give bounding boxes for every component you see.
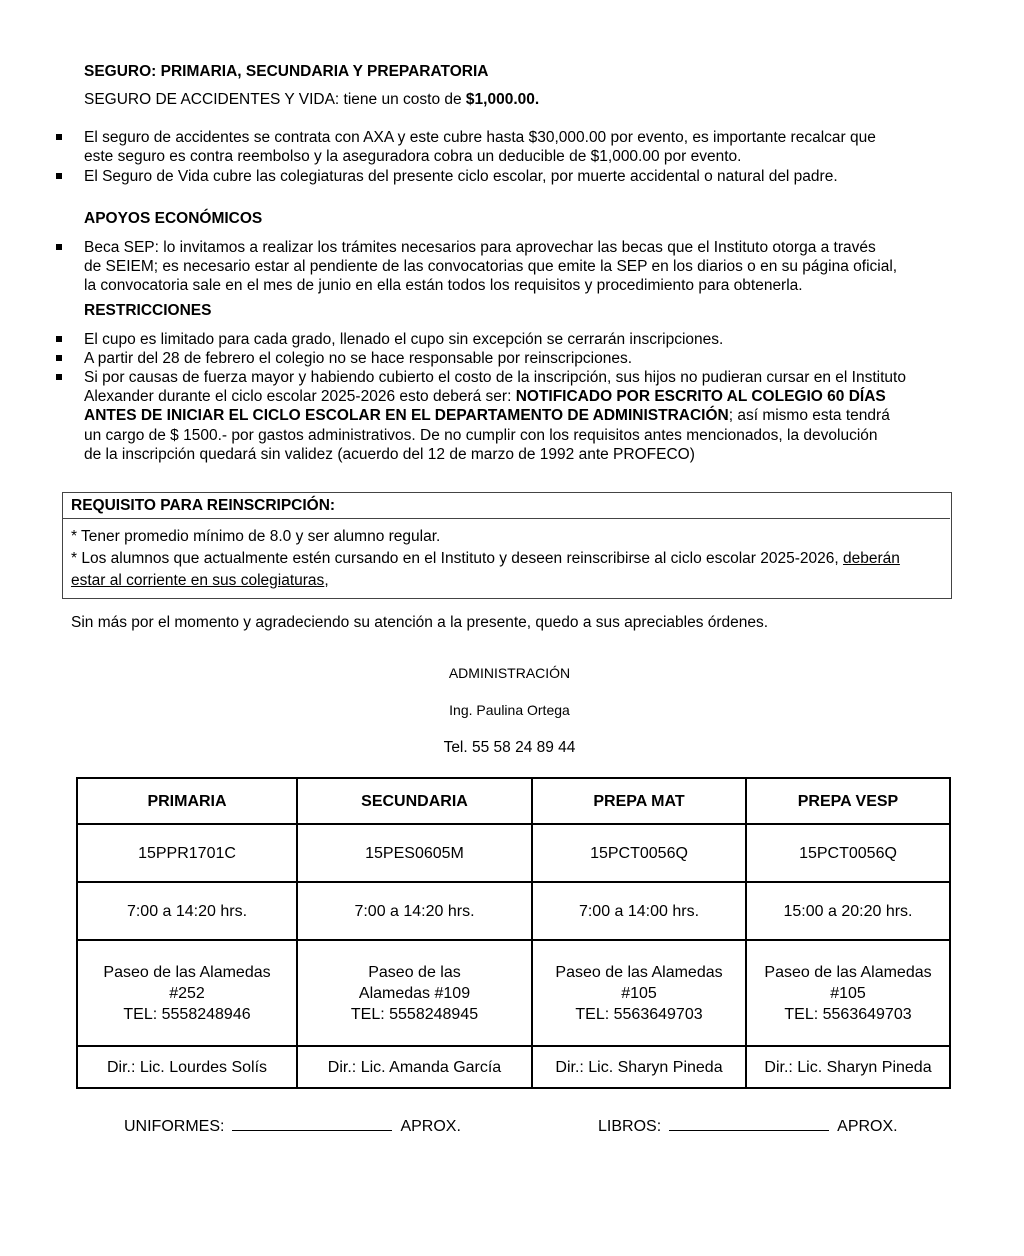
address-line: Paseo de las Alamedas xyxy=(103,963,271,981)
table-cell-director: Dir.: Lic. Lourdes Solís xyxy=(77,1046,297,1088)
table-row xyxy=(77,882,950,940)
bullet-icon xyxy=(56,374,62,380)
books-approx: APROX. xyxy=(837,1118,898,1135)
table-cell-address xyxy=(746,940,950,1046)
uniforms-blank[interactable] xyxy=(232,1116,392,1131)
table-header-cell: SECUNDARIA xyxy=(297,778,532,824)
restrictions-b3-line4: un cargo de $ 1500.- por gastos administrativos. De no cumplir con los requisitos antes mencionados, la devolución xyxy=(84,427,878,444)
address-line: Alamedas #109 xyxy=(358,984,471,1002)
address-line: #252 xyxy=(169,984,205,1002)
address-line: Paseo de las Alamedas xyxy=(764,963,932,981)
table-header-cell: PREPA MAT xyxy=(532,778,746,824)
requirement-line2 xyxy=(71,549,900,568)
table-cell-address xyxy=(532,940,746,1046)
table-header-cell: PRIMARIA xyxy=(77,778,297,824)
requirement-line3 xyxy=(71,571,329,590)
uniforms-label: UNIFORMES: xyxy=(124,1118,225,1135)
requirement-text: , xyxy=(324,572,329,589)
requirement-emphasis: deberán xyxy=(843,550,900,567)
address-line: Paseo de las Alamedas xyxy=(555,963,723,981)
address-line: Paseo de las xyxy=(368,963,461,981)
bullet-icon xyxy=(56,336,62,342)
table-row xyxy=(77,1046,950,1088)
books-blank[interactable] xyxy=(669,1116,829,1131)
restrictions-b3-line2 xyxy=(84,387,886,406)
books-label: LIBROS: xyxy=(598,1118,662,1135)
support-line1: Beca SEP: lo invitamos a realizar los trámites necesarios para aprovechar las becas que el Instituto otorga a través xyxy=(84,239,876,256)
table-cell-hours: 15:00 a 20:20 hrs. xyxy=(746,882,950,940)
closing-text: Sin más por el momento y agradeciendo su atención a la presente, quedo a sus apreciables órdenes. xyxy=(71,614,769,631)
uniforms-line xyxy=(124,1116,461,1136)
insurance-cost-value: $1,000.00. xyxy=(465,91,540,108)
support-line2: de SEIEM; es necesario estar al pendiente de las convocatorias que emite la SEP en los diarios o en su página oficial, xyxy=(84,258,898,275)
signature-dept: ADMINISTRACIÓN xyxy=(448,665,571,681)
table-header-cell: PREPA VESP xyxy=(746,778,950,824)
restrictions-b3-notice-cont: ANTES DE INICIAR EL CICLO ESCOLAR EN EL DEPARTAMENTO DE ADMINISTRACIÓN xyxy=(84,407,729,424)
insurance-bullet2: El Seguro de Vida cubre las colegiaturas del presente ciclo escolar, por muerte accidental o natural del padre. xyxy=(84,168,838,185)
restrictions-bullet1: El cupo es limitado para cada grado, llenado el cupo sin excepción se cerrarán inscripciones. xyxy=(84,331,724,348)
insurance-bullet1-line2: este seguro es contra reembolso y la aseguradora cobra un deducible de $1,000.00 por evento. xyxy=(84,148,742,165)
bullet-icon xyxy=(56,355,62,361)
signature-phone: Tel. 55 58 24 89 44 xyxy=(443,739,576,756)
insurance-cost-text: SEGURO DE ACCIDENTES Y VIDA: tiene un costo de xyxy=(84,91,466,108)
schools-table xyxy=(76,777,951,1089)
bullet-icon xyxy=(56,173,62,179)
address-line: #105 xyxy=(621,984,657,1002)
table-cell-hours: 7:00 a 14:20 hrs. xyxy=(297,882,532,940)
table-cell-address xyxy=(77,940,297,1046)
table-cell-address xyxy=(297,940,532,1046)
insurance-bullet1-line1: El seguro de accidentes se contrata con AXA y este cubre hasta $30,000.00 por evento, es importante recalcar que xyxy=(84,129,876,146)
uniforms-approx: APROX. xyxy=(400,1118,461,1135)
restrictions-b3-line1: Si por causas de fuerza mayor y habiendo cubierto el costo de la inscripción, sus hijos no pudieran cursar en el Instituto xyxy=(84,369,906,386)
table-cell-hours: 7:00 a 14:20 hrs. xyxy=(77,882,297,940)
table-cell-code: 15PCT0056Q xyxy=(746,824,950,882)
signature-name: Ing. Paulina Ortega xyxy=(449,702,570,718)
table-cell-code: 15PPR1701C xyxy=(77,824,297,882)
table-row xyxy=(77,824,950,882)
table-cell-director: Dir.: Lic. Sharyn Pineda xyxy=(746,1046,950,1088)
address-line: #105 xyxy=(830,984,866,1002)
restrictions-b3-line5: de la inscripción quedará sin validez (acuerdo del 12 de marzo de 1992 ante PROFECO) xyxy=(84,446,695,463)
support-line3: la convocatoria sale en el mes de junio en ella están todos los requisitos y procedimiento para obtenerla. xyxy=(84,277,803,294)
table-cell-code: 15PES0605M xyxy=(297,824,532,882)
restrictions-b3-notice: NOTIFICADO POR ESCRITO AL COLEGIO 60 DÍAS xyxy=(515,388,886,405)
restrictions-heading: RESTRICCIONES xyxy=(84,302,212,319)
insurance-heading: SEGURO: PRIMARIA, SECUNDARIA Y PREPARATORIA xyxy=(84,63,489,80)
address-phone: TEL: 5563649703 xyxy=(575,1005,703,1023)
requirement-text: * Los alumnos que actualmente estén cursando en el Instituto y deseen reinscribirse al ciclo escolar 2025-2026, xyxy=(71,550,844,567)
bullet-icon xyxy=(56,244,62,250)
table-cell-director: Dir.: Lic. Amanda García xyxy=(297,1046,532,1088)
restrictions-b3-text: Alexander durante el ciclo escolar 2025-2026 esto deberá ser: xyxy=(84,388,516,405)
address-phone: TEL: 5558248945 xyxy=(350,1005,479,1023)
restrictions-b3-text: ; así mismo esta tendrá xyxy=(728,407,890,424)
table-cell-code: 15PCT0056Q xyxy=(532,824,746,882)
address-phone: TEL: 5558248946 xyxy=(123,1005,251,1023)
bullet-icon xyxy=(56,134,62,140)
requirement-emphasis-cont: estar al corriente en sus colegiaturas xyxy=(71,572,325,589)
address-phone: TEL: 5563649703 xyxy=(784,1005,912,1023)
table-cell-director: Dir.: Lic. Sharyn Pineda xyxy=(532,1046,746,1088)
books-line xyxy=(598,1116,898,1136)
support-heading: APOYOS ECONÓMICOS xyxy=(84,210,263,227)
restrictions-bullet2: A partir del 28 de febrero el colegio no se hace responsable por reinscripciones. xyxy=(84,350,632,367)
table-row xyxy=(77,940,950,1046)
insurance-cost-line xyxy=(84,90,539,109)
table-row xyxy=(77,778,950,824)
requirement-heading: REQUISITO PARA REINSCRIPCIÓN: xyxy=(71,497,336,514)
requirement-line1: * Tener promedio mínimo de 8.0 y ser alumno regular. xyxy=(71,528,441,545)
table-cell-hours: 7:00 a 14:00 hrs. xyxy=(532,882,746,940)
restrictions-b3-line3 xyxy=(84,406,890,425)
